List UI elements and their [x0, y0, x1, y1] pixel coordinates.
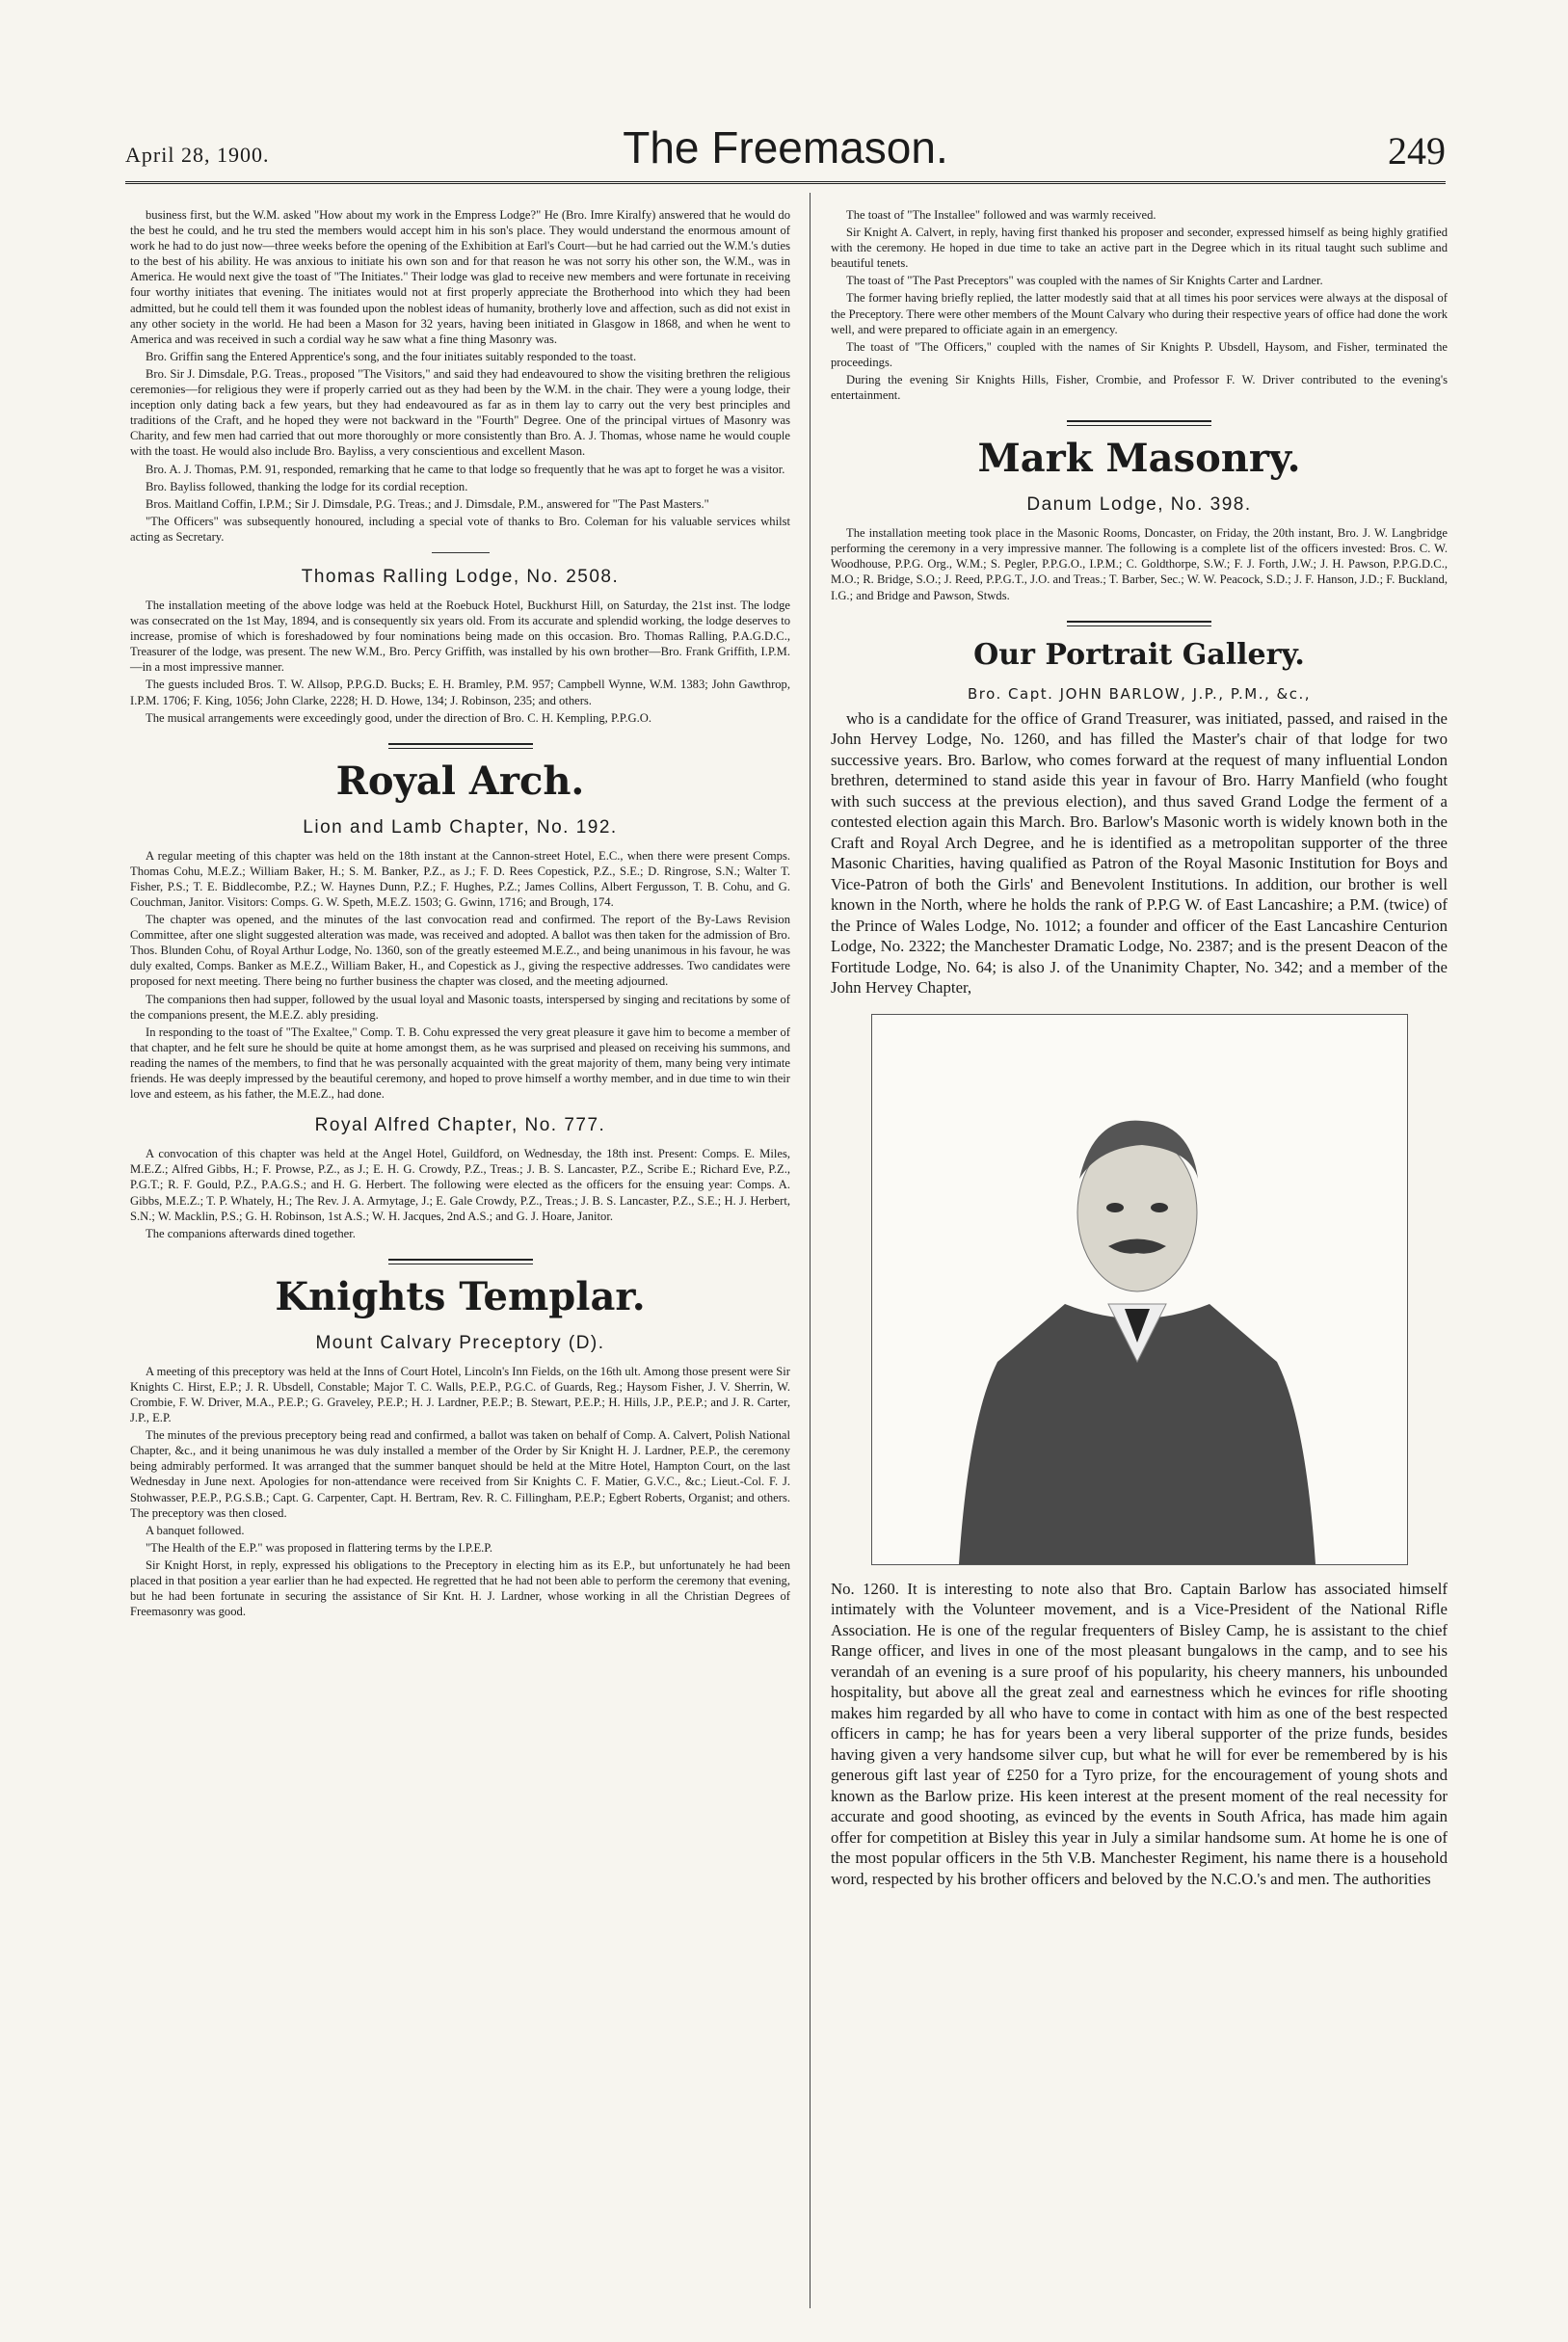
ralling-lodge-report: [130, 598, 790, 726]
paragraph: No. 1260. It is interesting to note also that Bro. Captain Barlow has associated himself intimately with the Volunteer movement, and is a Vice-President of the National Rifle Association. He is one of the regular frequenters of Bisley Camp, he is assistant to the chief Range officer, and lives in one of the most pleasant bungalows in the camp, and to see his verandah of an evening is a sure proof of his popularity, his cheery manners, his unbounded hospitality, but above all the great zeal and earnestness which he evinces for rifle shooting makes him regarded by all who have to come in contact with him as one of the best respected officers in camp; he has for years been a very liberal supporter of the prize funds, besides having given a very handsome silver cup, but what he will for ever be remembered by is his generous gift last year of £250 for a Tyro prize, for the encouragement of young shots and known as the Barlow prize. His keen interest at the present moment of the real necessity for accurate and good shooting, as evinced by the events in South Africa, has made him again offer for competition at Bisley this year in July a similar handsome sum. At home he is one of the most popular officers in the 5th V.B. Manchester Regiment, his name there is a household word, respected by his brother officers and beloved by the N.C.O.'s and men. The authorities: [831, 1579, 1448, 1888]
portrait-article: [831, 708, 1448, 998]
divider: [432, 552, 490, 553]
paragraph: The guests included Bros. T. W. Allsop, P.P.G.D. Bucks; E. H. Bramley, P.M. 957; Campbell Wynne, W.M. 1383; John Gawthrop, I.P.M. 1706; F. King, 1056; John Clarke, 2228; H. D. Howe, 134; J. Robinson, 235; and others.: [130, 678, 790, 707]
page-number: 249: [1388, 129, 1446, 173]
knights-templar-title: Knights Templar.: [275, 1273, 646, 1319]
mount-calvary-heading: Mount Calvary Preceptory (D).: [315, 1332, 605, 1353]
lodge-report-continued: [130, 207, 790, 545]
paragraph: business first, but the W.M. asked "How about my work in the Empress Lodge?" He (Bro. Imre Kiralfy) answered that he would do the best he could, and he tru sted the members would accept him in his son's place. They would understand the enormous amount of work he had to do just now—three weeks before the opening of the Exhibition at Earl's Court—but he had carried out the W.M.'s duties to the best of his ability. He was anxious to initiate his own son and for that reason he was not sorry his other son, the W.M., was in America. He would next give the toast of "The Initiates." Their lodge was glad to receive new members and were fortunate in receiving four worthy initiates that evening. The initiates would not at first properly appreciate the Brotherhood into which they had been admitted, but he could tell them it was founded upon the noblest ideas of humanity, brotherly love and affection, such as did not exist in any other society in the world. He had been a Mason for 32 years, having been initiated in Glasgow in 1868, and when he went to America and was received in such a cordial way he saw what a fine thing Masonry was.: [130, 208, 790, 346]
paragraph: A regular meeting of this chapter was held on the 18th instant at the Cannon-street Hotel, E.C., when there were present Comps. Thomas Cohu, M.E.Z.; William Baker, H.; S. M. Banker, P.Z., as J.; F. D. Rees Copestick, P.Z., S.E.; D. Ringrose, S.N.; Walter T. Fisher, P.S.; T. E. Biddlecombe, P.Z.; W. Haynes Dunn, P.Z.; F. Hughes, P.Z.; James Collins, Albert Fergusson, T. B. Cohu, and G. Couchman, Janitor. Visitors: Comps. G. W. Speth, M.E.Z. 1503; G. Gwinn, 1716; and Brough, 174.: [130, 848, 790, 909]
header-rule: [125, 181, 1446, 184]
lion-lamb-heading: Lion and Lamb Chapter, No. 192.: [303, 816, 618, 838]
mount-calvary-report: [130, 1364, 790, 1620]
paragraph: The chapter was opened, and the minutes of the last convocation read and confirmed. The report of the By-Laws Revision Committee, after one slight suggested alteration was made, was received and adopted. A ballot was then taken for the admission of Bro. Thos. Blunden Cohu, of Royal Arthur Lodge, No. 1360, son of the greatly esteemed M.E.Z., and being unanimous in his favour, he was duly exalted, Comps. Banker as M.E.Z., William Baker, H., and Copestick as J., giving the respective addresses. Two candidates were proposed for next meeting. There being no further business the chapter was closed, and the meeting adjourned.: [130, 913, 790, 989]
royal-alfred-heading: Royal Alfred Chapter, No. 777.: [314, 1115, 606, 1136]
paragraph: Bro. Bayliss followed, thanking the lodge for its cordial reception.: [146, 479, 468, 493]
right-column: [831, 207, 1448, 1891]
preceptory-report-continued: [831, 207, 1448, 403]
portrait-illustration: [872, 1015, 1407, 1564]
portrait-byline: Bro. Capt. JOHN BARLOW, J.P., P.M., &c.,: [967, 684, 1312, 703]
left-column: [130, 207, 790, 1621]
paragraph: The minutes of the previous preceptory being read and confirmed, a ballot was taken on behalf of Comp. A. Calvert, Polish National Chapter, &c., and it being unanimous he was duly installed a member of the Order by Sir Knight H. J. Lardner, P.E.P., the ceremony being admirably performed. It was arranged that the summer banquet should be held at the Mitre Hotel, Hampton Court, on the last Wednesday in June next. Apologies for non-attendance were received from Sir Knights C. F. Matier, G.V.C., &c.; Lieut.-Col. F. J. Stohwasser, P.E.P., P.G.S.B.; Capt. G. Carpenter, Capt. H. Bertram, Rev. R. C. Fillingham, P.E.P.; Egbert Roberts, Organist; and others. The preceptory was then closed.: [130, 1428, 790, 1520]
mark-masonry-title: Mark Masonry.: [977, 436, 1301, 482]
column-divider: [810, 193, 811, 2308]
paragraph: The former having briefly replied, the latter modestly said that at all times his poor services were always at the disposal of the Preceptory. There were other members of the Mount Calvary who during their respective years of office had done the work well, and were prepared to officiate again in an emergency.: [831, 291, 1448, 336]
royal-arch-title: Royal Arch.: [335, 758, 585, 804]
paragraph: The companions then had supper, followed by the usual loyal and Masonic toasts, interspersed by singing and recitations by some of the companions present, the M.E.Z. ably presiding.: [130, 992, 790, 1022]
portrait-photo: [871, 1014, 1408, 1565]
paragraph: The toast of "The Officers," coupled with the names of Sir Knights P. Ubsdell, Haysom, and Fisher, terminated the proceedings.: [831, 339, 1448, 369]
section-rule: [388, 743, 533, 749]
paragraph: In responding to the toast of "The Exaltee," Comp. T. B. Cohu expressed the very great pleasure it gave him to become a member of that chapter, and he felt sure he should be quite at home amongst them, as he was surprised and pleased on receiving his summons, and reading the names of the members, to find that he was personally acquainted with the great majority of them, many being very intimate friends. He was deeply impressed by the beautiful ceremony, and hoped to prove himself a worthy member, and in due time to win their love and esteem, as his father, the M.E.Z., had done.: [130, 1025, 790, 1102]
danum-lodge-heading: Danum Lodge, No. 398.: [1026, 494, 1252, 516]
paragraph: The toast of "The Installee" followed and was warmly received.: [846, 208, 1156, 222]
paragraph: The installation meeting took place in the Masonic Rooms, Doncaster, on Friday, the 20th instant, Bro. J. W. Langbridge performing the ceremony in a very impressive manner. The following is a complete list of the officers invested: Bros. C. W. Woodhouse, P.P.G. Org., W.M.; S. Pegler, P.P.G.O., I.P.M.; C. Goldthorpe, S.W.; F. J. Forth, J.W.; J. H. Pawson, P.P.G.D.C., M.O.; R. Bridge, S.O.; J. Reed, P.P.G.T., J.O. and Treas.; T. Barber, Sec.; W. W. Peacock, S.D.; J. F. Hanson, J.D.; F. Buckland, I.G.; and Bridge and Pawson, Stwds.: [831, 526, 1448, 602]
portrait-article-continued: [831, 1579, 1448, 1890]
paragraph: "The Officers" was subsequently honoured, including a special vote of thanks to Bro. Coleman for his valuable services whilst acting as Secretary.: [130, 514, 790, 544]
portrait-gallery-title: Our Portrait Gallery.: [973, 637, 1305, 672]
paragraph: Bro. Griffin sang the Entered Apprentice's song, and the four initiates suitably responded to the toast.: [146, 349, 637, 363]
masthead-title: The Freemason.: [623, 122, 948, 173]
paragraph: Bro. Sir J. Dimsdale, P.G. Treas., proposed "The Visitors," and said they had endeavoured to show the visiting brethren the religious ceremonies—for religious they were if properly carried out as they had been by the W.M. in the chair. They were a young lodge, their inception only dating back a few years, but they had endeavoured as far as in them lay to carry out the very best principles and traditions of the Craft, and he hoped they were not backward in the "Fourth" Degree. One of the principal virtues of Masonry was Charity, and few men had carried that out more thoroughly or more consistently than Bro. A. J. Thomas, whose name he would couple with the toast. He would also include Bro. Bayliss, a very conscientious and excellent Mason.: [130, 366, 790, 459]
ralling-lodge-heading: Thomas Ralling Lodge, No. 2508.: [301, 566, 620, 587]
paragraph: Bro. A. J. Thomas, P.M. 91, responded, remarking that he came to that lodge so frequently that he was apt to forget he was a visitor.: [146, 462, 785, 476]
paragraph: The toast of "The Past Preceptors" was coupled with the names of Sir Knights Carter and Lardner.: [846, 274, 1323, 288]
paragraph: The installation meeting of the above lodge was held at the Roebuck Hotel, Buckhurst Hill, on Saturday, the 21st inst. The lodge was consecrated on the 1st May, 1894, and is consequently six years old. From its accurate and splendid working, the lodge deserves to increase, promise of which is foreshadowed by four nominations being made on this occasion. Bro. Thomas Ralling, P.A.G.D.C., Treasurer of the lodge, was present. The new W.M., Bro. Percy Griffith, was installed by his own brother—Bro. Frank Griffith, I.P.M.—in a most impressive manner.: [130, 598, 790, 675]
page-header: [125, 116, 1446, 173]
danum-lodge-report: [831, 525, 1448, 602]
paragraph: The companions afterwards dined together.: [146, 1226, 356, 1240]
paragraph: "The Health of the E.P." was proposed in flattering terms by the I.P.E.P.: [146, 1540, 493, 1555]
paragraph: A meeting of this preceptory was held at the Inns of Court Hotel, Lincoln's Inn Fields, on the 16th ult. Among those present were Sir Knights C. Hirst, E.P.; J. R. Ubsdell, Constable; Major T. C. Walls, P.E.P., P.G.C. of Guards, Reg.; Haysom Fisher, J. V. Sherrin, W. Crombie, F. W. Driver, M.A., P.E.P.; G. Graveley, P.E.P.; H. J. Lardner, P.E.P.; B. Stewart, P.E.P.; H. Hills, J.P., P.E.P.; and J. R. Carter, J.P., E.P.: [130, 1364, 790, 1425]
lion-lamb-report: [130, 848, 790, 1103]
royal-alfred-report: [130, 1146, 790, 1241]
paragraph: During the evening Sir Knights Hills, Fisher, Crombie, and Professor F. W. Driver contributed to the evening's entertainment.: [831, 372, 1448, 403]
issue-date: April 28, 1900.: [125, 143, 270, 167]
paragraph: Bros. Maitland Coffin, I.P.M.; Sir J. Dimsdale, P.G. Treas.; and J. Dimsdale, P.M., answered for "The Past Masters.": [146, 496, 709, 511]
section-rule: [1067, 420, 1211, 426]
paragraph: The musical arrangements were exceedingly good, under the direction of Bro. C. H. Kempling, P.P.G.O.: [146, 710, 651, 725]
paragraph: Sir Knight A. Calvert, in reply, having first thanked his proposer and seconder, expressed himself as being highly gratified with the ceremony. He hoped in due time to take an active part in the Degree which in its ritual taught such sublime and beautiful tenets.: [831, 226, 1448, 271]
paragraph: Sir Knight Horst, in reply, expressed his obligations to the Preceptory in electing him as its E.P., but unfortunately he had been placed in that position a year earlier than he had expected. He regretted that he had not been able to perform the ceremony that evening, but he had been fortunate in securing the assistance of Sir Knt. H. J. Lardner, whose working in all the Christian Degrees of Freemasonry was good.: [130, 1557, 790, 1619]
section-rule: [1067, 621, 1211, 626]
paragraph: A banquet followed.: [146, 1523, 245, 1537]
section-rule: [388, 1259, 533, 1264]
paragraph: A convocation of this chapter was held at the Angel Hotel, Guildford, on Wednesday, the 18th inst. Present: Comps. E. Miles, M.E.Z.; Alfred Gibbs, H.; F. Prowse, P.Z., as J.; E. H. G. Crowdy, P.Z., Treas.; J. B. S. Lancaster, P.Z., Scribe E.; Richard Eve, P.Z., P.G.T.; R. F. Gould, P.Z., P.A.G.S.; and H. G. Herbert. The following were elected as the officers for the ensuing year: Comps. A. Gibbs, M.E.Z.; T. P. Whately, H.; The Rev. J. A. Armytage, J.; E. Gale Crowdy, P.Z., Treas.; J. B. S. Lancaster, P.Z., S.E.; H. J. Herbert, S.N.; W. Macklin, P.S.; G. H. Robinson, 1st A.S.; W. H. Jacques, 2nd A.S.; and G. J. Hoare, Janitor.: [130, 1147, 790, 1223]
paragraph: who is a candidate for the office of Grand Treasurer, was initiated, passed, and raised in the John Hervey Lodge, No. 1260, and has filled the Master's chair of that lodge for two successive years. Bro. Barlow, who comes forward at the request of many influential London brethren, determined to stand aside this year in favour of Bro. Harry Manfield (who fought with such success at the previous election), and thus saved Grand Lodge the ferment of a contested election again this March. Bro. Barlow's Masonic worth is widely known both in the Craft and Royal Arch Degree, and he is identified as a metropolitan supporter of the three Masonic Charities, having qualified as Patron of the Royal Masonic Institution for Boys and Vice-Patron of both the Girls' and Benevolent Institutions. In addition, our brother is well known in the North, where he holds the rank of P.P.G W. of East Lancashire; a P.M. (twice) of the Prince of Wales Lodge, No. 1012; a founder and officer of the East Lancashire Centurion Lodge, No. 2322; the Manchester Dramatic Lodge, No. 2387; and is the present Deacon of the Fortitude Lodge, No. 64; is also J. of the Unanimity Chapter, No. 342; and a member of the John Hervey Chapter,: [831, 708, 1448, 998]
